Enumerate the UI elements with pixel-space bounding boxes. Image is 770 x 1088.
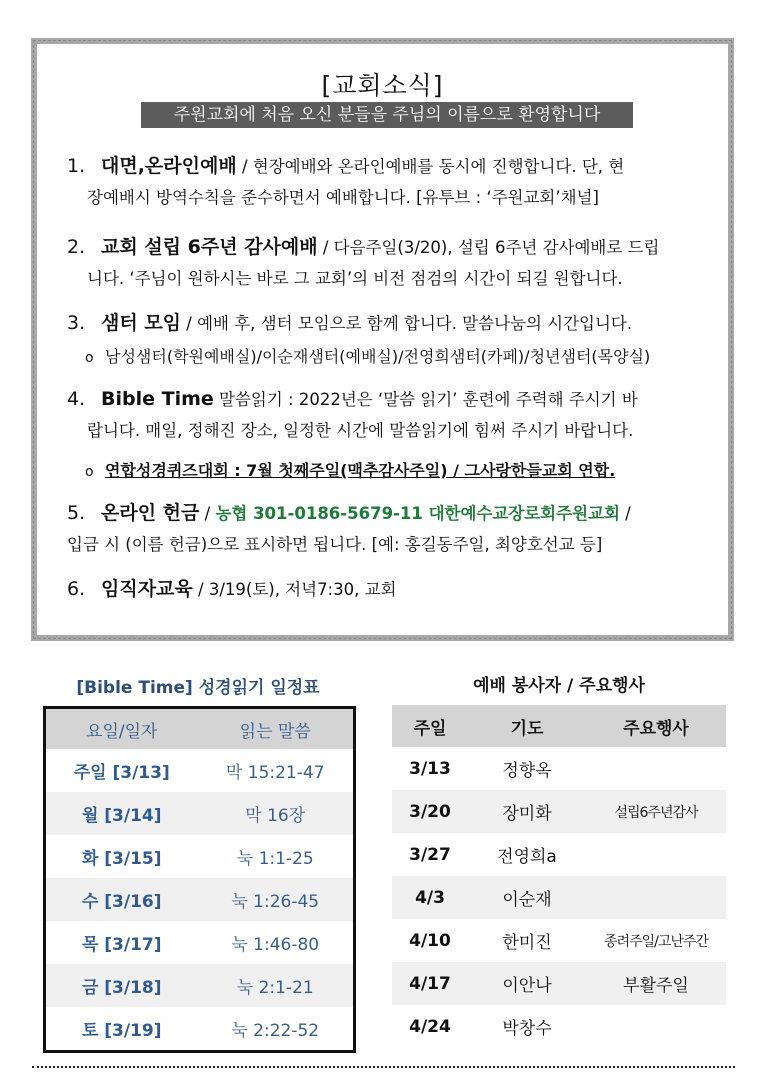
item-text: / 현장예배와 온라인예배를 동시에 진행합니다. 단, 현 [236,157,625,176]
table-row [46,792,353,835]
event-cell [586,747,726,790]
news-item-3 [67,308,715,339]
prayer-cell: 이순재 [468,876,586,919]
day-cell: 화 [3/15] [81,849,162,869]
item-number: 5. [67,502,86,524]
bullet-icon: o [85,464,94,480]
news-item-1 [67,151,715,213]
date-cell: 4/17 [392,962,468,1005]
event-cell [586,876,726,919]
prayer-cell: 이안나 [468,962,586,1005]
sub-text: 남성샘터(학원예배실)/이순재샘터(예배실)/전영희샘터(카페)/청년샘터(목양실) [105,347,651,366]
prayer-cell: 전영희a [497,847,557,867]
table-row [392,919,726,962]
header-event: 주요행사 [586,705,726,747]
sub-text: 연합성경퀴즈대회 : 7월 첫째주일(맥추감사주일) / 그사랑한들교회 연합. [105,461,616,480]
header-prayer: 기도 [468,705,586,747]
item-text-cont: 니다. ‘주님이 원하시는 바로 그 교회’의 비전 점검의 시간이 되길 원합니다. [87,269,623,288]
table-row [392,833,726,876]
item-key: 대면,온라인예배 [101,155,237,177]
schedule-title: [Bible Time] 성경읽기 일정표 [76,678,320,698]
prayer-cell: 정향옥 [502,761,552,781]
item-text: 말씀읽기 : 2022년은 ‘말씀 읽기’ 훈련에 주력해 주시기 바 [213,390,638,409]
date-cell: 3/13 [409,758,451,779]
prayer-cell: 장미화 [468,790,586,833]
reading-cell: 눅 1:26-45 [197,878,353,921]
table-row [46,1007,353,1050]
item-text: / 3/19(토), 저녁7:30, 교회 [192,580,397,599]
table-row [392,962,726,1005]
news-title: [교회소식] [321,71,444,100]
day-cell: 수 [3/16] [46,878,197,921]
item-text: / 예배 후, 샘터 모임으로 함께 합니다. 말씀나눔의 시간입니다. [181,314,633,333]
table-row [46,749,353,792]
reading-cell: 눅 1:1-25 [236,849,314,869]
day-cell: 토 [3/19] [81,1021,162,1041]
date-cell: 4/3 [392,876,468,919]
news-item-2 [67,232,715,294]
news-item-5 [67,498,715,560]
item-sep: / [199,504,216,523]
news-item-4 [67,384,715,446]
table-row [392,876,726,919]
item-number: 6. [67,578,86,600]
event-cell: 종려주일/고난주간 [604,933,708,950]
schedule-table [43,706,356,1053]
service-title: 예배 봉사자 / 주요행사 [473,676,645,696]
prayer-cell: 박창수 [502,1019,552,1039]
header-reading: 읽는 말씀 [197,709,353,749]
table-header-row [392,705,726,747]
day-cell: 금 [3/18] [46,964,197,1007]
event-cell [586,1005,726,1048]
table-row [46,835,353,878]
reading-cell: 눅 2:22-52 [231,1021,320,1041]
item-text-cont: 랍니다. 매일, 정해진 장소, 일정한 시간에 말씀읽기에 힘써 주시기 바랍니다. [87,421,634,440]
item-key: Bible Time [101,388,214,410]
table-row [46,964,353,1007]
item-key: 샘터 모임 [101,312,182,334]
table-row [392,790,726,833]
item-key: 교회 설립 6주년 감사예배 [101,236,318,258]
day-cell: 월 [3/14] [46,792,197,835]
item-text: / 다음주일(3/20), 설립 6주년 감사예배로 드립 [317,238,660,257]
reading-cell: 막 15:21-47 [225,763,325,783]
item-text-cont: 장예배시 방역수칙을 준수하면서 예배합니다. [유투브 : ‘주원교회’채널] [87,188,599,207]
prayer-cell: 한미진 [502,933,552,953]
item-number: 4. [67,388,86,410]
reading-cell: 눅 1:46-80 [231,935,320,955]
news-sub-4 [85,458,725,485]
day-cell: 목 [3/17] [81,935,162,955]
header-sunday: 주일 [392,705,468,747]
table-row [392,1005,726,1048]
date-cell: 4/24 [409,1016,451,1037]
table-header-row [46,709,353,749]
bullet-icon: o [85,350,94,366]
table-row [46,921,353,964]
date-cell: 3/27 [409,844,451,865]
service-table [392,705,726,1048]
item-text-cont: 입금 시 (이름 헌금)으로 표시하면 됩니다. [예: 홍길동주일, 최양호선교 등] [67,535,603,554]
table-row [392,747,726,790]
day-cell: 주일 [3/13] [73,763,170,783]
event-cell: 설립6주년감사 [586,790,726,833]
reading-cell: 막 16장 [197,792,353,835]
date-cell: 3/20 [392,790,468,833]
date-cell: 4/10 [409,930,451,951]
item-number: 2. [67,236,86,258]
table-row [46,878,353,921]
item-key: 임직자교육 [101,578,193,600]
reading-cell: 눅 2:1-21 [197,964,353,1007]
item-number: 1. [67,155,86,177]
event-cell [586,833,726,876]
bank-account: 농협 301-0186-5679-11 대한예수교장로회주원교회 [215,504,620,523]
church-news-box [31,38,734,641]
item-number: 3. [67,312,86,334]
event-cell: 부활주일 [586,962,726,1005]
news-subtitle: 주원교회에 처음 오신 분들을 주님의 이름으로 환영합니다 [141,102,633,128]
bottom-divider [32,1066,735,1068]
header-day: 요일/일자 [46,709,197,749]
item-key: 온라인 헌금 [101,502,200,524]
news-sub-3 [85,344,725,371]
item-text: / [619,504,631,523]
news-item-6 [67,574,715,605]
